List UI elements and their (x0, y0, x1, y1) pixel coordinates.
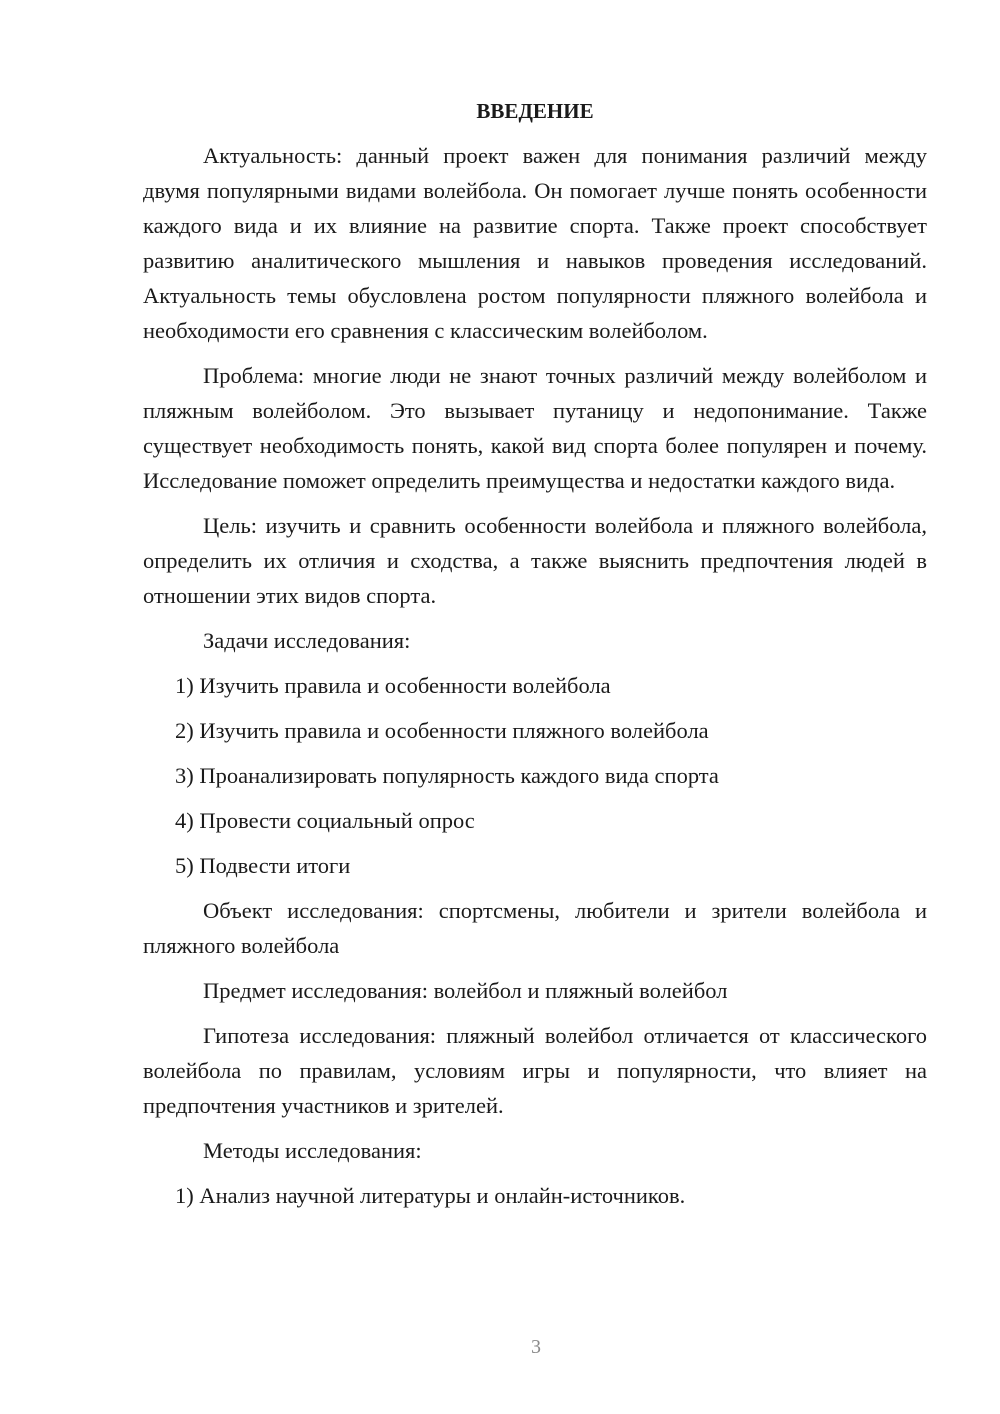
list-item: 5) Подвести итоги (175, 853, 351, 878)
relevance-paragraph: Актуальность: данный проект важен для понимания различий между двумя популярными видами волейбола. Он помогает лучше понять особенности каждого вида и их влияние на развитие спорта. Также проект способствует развитию аналитического мышления и навыков проведения исследований. Актуальность темы обусловлена ростом популярности пляжного волейбола и необходимости его сравнения с классическим волейболом. (143, 143, 927, 343)
methods-heading: Методы исследования: (203, 1138, 422, 1163)
tasks-heading: Задачи исследования: (203, 628, 411, 653)
page-number: 3 (531, 1336, 541, 1358)
list-item: 1) Анализ научной литературы и онлайн-источников. (175, 1183, 686, 1208)
list-item: 4) Провести социальный опрос (175, 808, 475, 833)
object-paragraph: Объект исследования: спортсмены, любители и зрители волейбола и пляжного волейбола (143, 898, 927, 958)
hypothesis-paragraph: Гипотеза исследования: пляжный волейбол отличается от классического волейбола по правилам, условиям игры и популярности, что влияет на предпочтения участников и зрителей. (143, 1023, 927, 1118)
section-title: ВВЕДЕНИЕ (476, 99, 594, 123)
goal-paragraph: Цель: изучить и сравнить особенности волейбола и пляжного волейбола, определить их отличия и сходства, а также выяснить предпочтения людей в отношении этих видов спорта. (143, 513, 927, 608)
problem-paragraph: Проблема: многие люди не знают точных различий между волейболом и пляжным волейболом. Это вызывает путаницу и недопонимание. Также существует необходимость понять, какой вид спорта более популярен и почему. Исследование поможет определить преимущества и недостатки каждого вида. (143, 363, 927, 493)
tasks-list (143, 668, 927, 883)
page-content (143, 96, 927, 1223)
list-item: 2) Изучить правила и особенности пляжного волейбола (175, 718, 709, 743)
list-item: 1) Изучить правила и особенности волейбола (175, 673, 611, 698)
methods-list (143, 1178, 927, 1213)
list-item: 3) Проанализировать популярность каждого вида спорта (175, 763, 719, 788)
subject-paragraph: Предмет исследования: волейбол и пляжный волейбол (203, 978, 728, 1003)
